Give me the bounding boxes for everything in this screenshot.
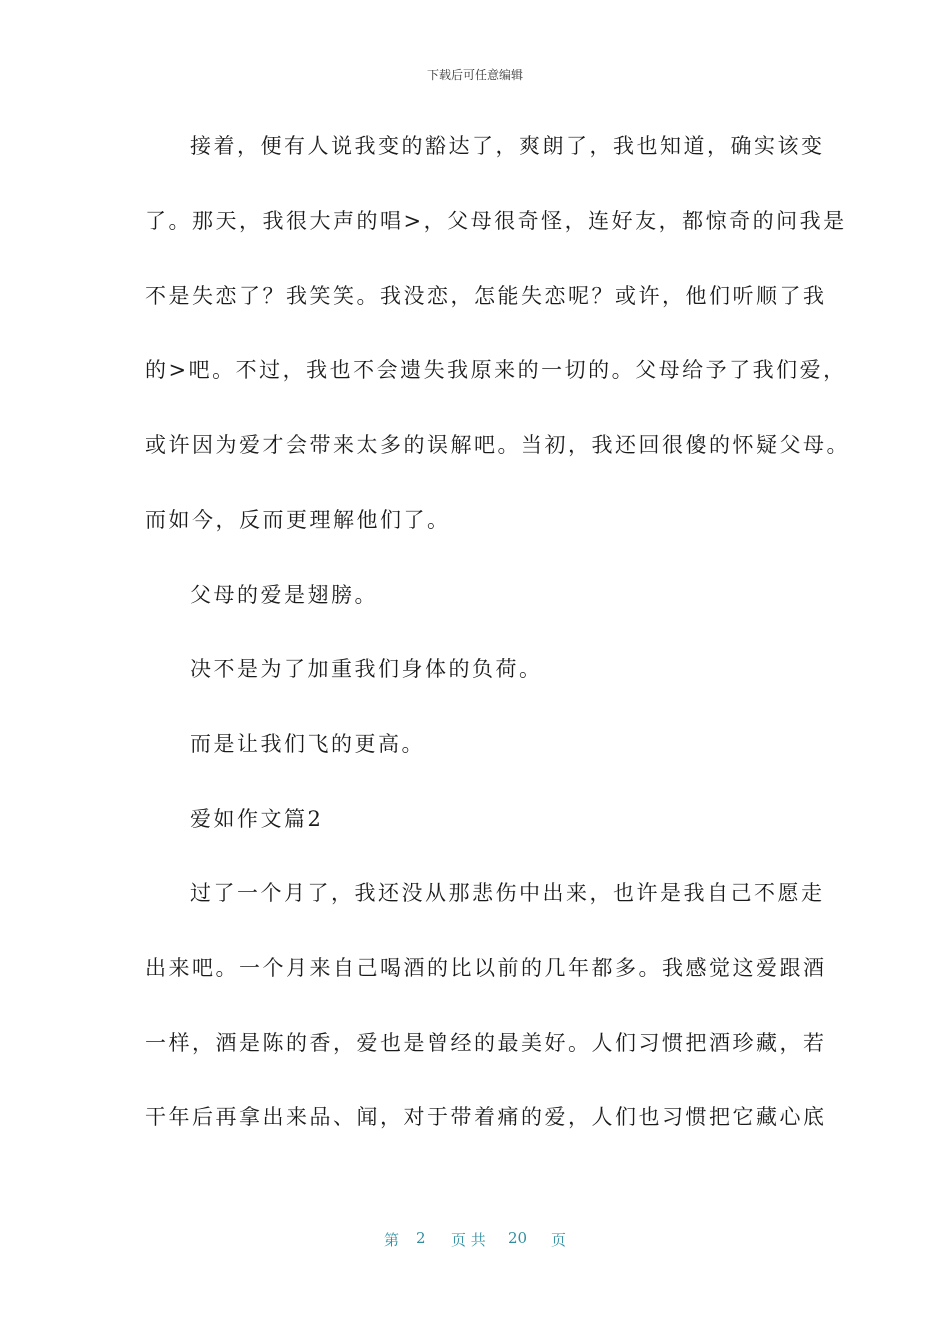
paragraph-line: 接着，便有人说我变的豁达了，爽朗了，我也知道，确实该变 — [190, 134, 825, 158]
paragraph-line: 一样，酒是陈的香，爱也是曾经的最美好。人们习惯把酒珍藏，若 — [145, 1031, 827, 1055]
paragraph-line: 不是失恋了？我笑笑。我没恋，怎能失恋呢？或许，他们听顺了我 — [145, 284, 827, 308]
paragraph-line: 或许因为爱才会带来太多的误解吧。当初，我还回很傻的怀疑父母。 — [145, 433, 850, 457]
paragraph-line: 出来吧。一个月来自己喝酒的比以前的几年都多。我感觉这爱跟酒 — [145, 956, 827, 980]
page-footer — [0, 1229, 950, 1251]
footer-ye: 页 — [551, 1231, 567, 1249]
paragraph-line: 父母的爱是翅膀。 — [190, 583, 378, 607]
paragraph-line: 过了一个月了，我还没从那悲伤中出来，也许是我自己不愿走 — [190, 881, 825, 905]
paragraph-line: 决不是为了加重我们身体的负荷。 — [190, 657, 543, 681]
section-heading: 爱如作文篇2 — [190, 807, 324, 831]
paragraph-line: 而如今，反而更理解他们了。 — [145, 508, 451, 532]
page-header: 下载后可任意编辑 — [426, 68, 523, 82]
footer-ye-gong: 页 共 — [451, 1231, 486, 1249]
footer-page-number: 2 — [416, 1229, 426, 1247]
paragraph-line: 干年后再拿出来品、闻，对于带着痛的爱，人们也习惯把它藏心底 — [145, 1105, 827, 1129]
paragraph-line: 而是让我们飞的更高。 — [190, 732, 425, 756]
paragraph-line: 的>吧。不过，我也不会遗失我原来的一切的。父母给予了我们爱， — [145, 358, 847, 382]
footer-total-pages: 20 — [508, 1229, 528, 1247]
footer-di: 第 — [384, 1231, 400, 1249]
paragraph-line: 了。那天，我很大声的唱>，父母很奇怪，连好友，都惊奇的问我是 — [145, 209, 847, 233]
